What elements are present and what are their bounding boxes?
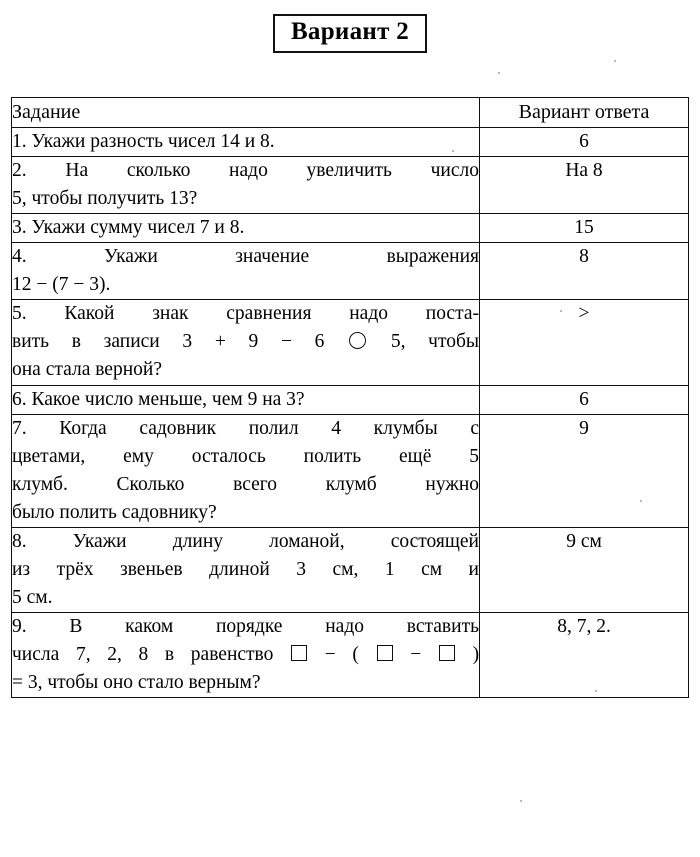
task-line: 7. Когда садовник полил 4 клумбы с [12, 417, 479, 439]
table-row [12, 414, 689, 527]
task-line-expression [12, 328, 479, 356]
task-line-expression: 12 − (7 − 3). [12, 274, 111, 296]
task-line: она стала верной? [12, 359, 162, 381]
task-line: было полить садовнику? [12, 501, 217, 523]
task-text-6 [12, 385, 480, 414]
task-text-5 [12, 300, 480, 385]
task-line: 3. Укажи сумму чисел 7 и 8. [12, 217, 245, 239]
table-row [12, 214, 689, 243]
task-text-8 [12, 527, 480, 612]
empty-circle-icon [349, 332, 366, 349]
task-line: 5, чтобы получить 13? [12, 187, 198, 209]
task-line-expression [12, 641, 479, 669]
table-row [12, 385, 689, 414]
column-header-answer: Вариант ответа [480, 98, 689, 128]
table-row [12, 156, 689, 213]
task-line: из трёх звеньев длиной 3 см, 1 см и [12, 558, 479, 580]
task-line: 2. На сколько надо увеличить число [12, 159, 479, 181]
task-line: 9. В каком порядке надо вставить [12, 616, 479, 638]
answer-value-1: 6 [480, 127, 689, 156]
answer-value-9: 8, 7, 2. [480, 613, 689, 698]
task-line: 6. Какое число меньше, чем 9 на 3? [12, 388, 305, 410]
table-body [12, 127, 689, 698]
task-text-4 [12, 243, 480, 300]
table-row [12, 243, 689, 300]
task-line: 5. Какой знак сравнения надо поста- [12, 303, 479, 325]
expression-prefix: числа 7, 2, 8 в равенство [12, 644, 274, 666]
task-line: 4. Укажи значение выражения [12, 246, 479, 268]
task-line: = 3, чтобы оно стало верным? [12, 672, 261, 694]
table-row [12, 527, 689, 612]
empty-box-icon [439, 645, 455, 661]
scan-speckle [614, 60, 616, 62]
answer-value-7: 9 [480, 414, 689, 527]
page-title: Вариант 2 [273, 14, 427, 53]
expression-mid-1: − ( [324, 644, 359, 666]
task-text-9 [12, 613, 480, 698]
column-header-task: Задание [12, 98, 480, 128]
task-line: 1. Укажи разность чисел 14 и 8. [12, 130, 275, 152]
table-row [12, 613, 689, 698]
task-line: цветами, ему осталось полить ещё 5 [12, 445, 479, 467]
answer-value-3: 15 [480, 214, 689, 243]
table-header-row [12, 98, 689, 128]
table-row [12, 127, 689, 156]
answer-value-8: 9 см [480, 527, 689, 612]
expression-mid-2: − [410, 644, 422, 666]
task-text-1 [12, 127, 480, 156]
page-title-container [0, 14, 700, 53]
expression-prefix: вить в записи 3 + 9 − 6 [12, 331, 325, 353]
answer-value-2: На 8 [480, 156, 689, 213]
answer-value-5: > [480, 300, 689, 385]
table-row [12, 300, 689, 385]
answer-value-4: 8 [480, 243, 689, 300]
tasks-table [11, 97, 689, 698]
expression-suffix: 5, чтобы [390, 331, 480, 353]
task-text-2 [12, 156, 480, 213]
task-text-3 [12, 214, 480, 243]
task-line: клумб. Сколько всего клумб нужно [12, 473, 479, 495]
task-line: 5 см. [12, 587, 53, 609]
task-text-7 [12, 414, 480, 527]
empty-box-icon [291, 645, 307, 661]
table-header [12, 98, 689, 128]
scan-speckle [498, 72, 500, 74]
expression-suffix: ) [472, 644, 480, 666]
task-line: 8. Укажи длину ломаной, состоящей [12, 530, 479, 552]
empty-box-icon [377, 645, 393, 661]
answer-value-6: 6 [480, 385, 689, 414]
scan-speckle [520, 800, 522, 802]
